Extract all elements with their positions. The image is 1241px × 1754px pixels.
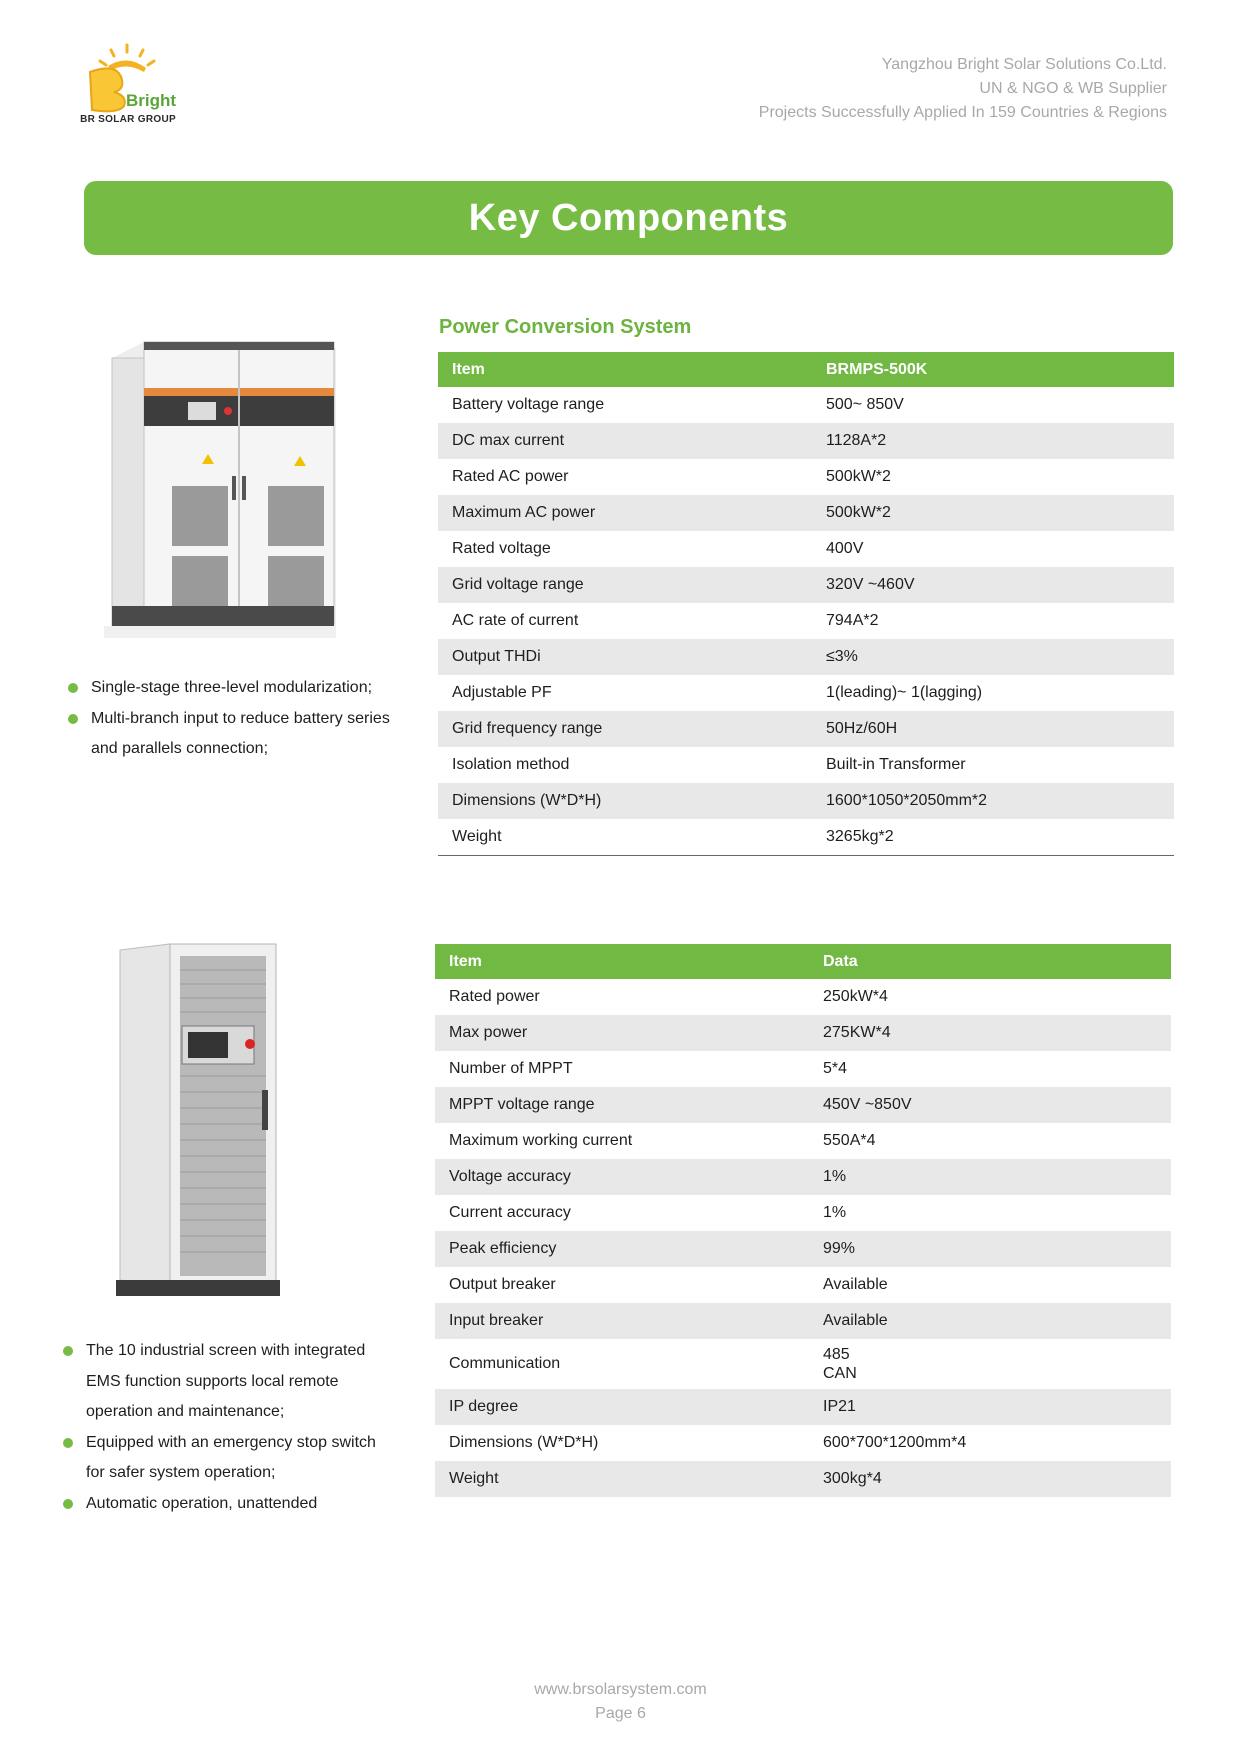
table-cell-value: 1(leading)~ 1(lagging): [812, 675, 1174, 711]
table-header-row: [435, 944, 1171, 979]
table-cell-value: 500kW*2: [812, 495, 1174, 531]
table-cell-value: 5*4: [809, 1051, 1171, 1087]
key-components-banner: [84, 181, 1173, 255]
table-cell-label: Peak efficiency: [435, 1231, 809, 1267]
column-header: Item: [435, 944, 809, 979]
company-logo: [78, 42, 178, 132]
table-cell-value: 99%: [809, 1231, 1171, 1267]
logo-group-name: BR SOLAR GROUP: [80, 114, 176, 125]
table-cell-label: Current accuracy: [435, 1195, 809, 1231]
table-cell-value: 320V ~460V: [812, 567, 1174, 603]
pcs-spec-table: [438, 352, 1174, 856]
table-cell-value: 1%: [809, 1195, 1171, 1231]
list-item: The 10 industrial screen with integrated EMS function supports local remote operation and maintenance;: [61, 1336, 391, 1428]
table-row: [438, 639, 1174, 675]
table-cell-value: 550A*4: [809, 1123, 1171, 1159]
list-item: Automatic operation, unattended: [61, 1489, 391, 1520]
table-row: [435, 1461, 1171, 1497]
table-cell-label: Maximum AC power: [438, 495, 812, 531]
table-cell-label: Weight: [438, 819, 812, 856]
banner-title: Key Components: [468, 196, 789, 239]
table-cell-label: Input breaker: [435, 1303, 809, 1339]
table-cell-value: [809, 1339, 1171, 1389]
table-row: [438, 495, 1174, 531]
table-cell-value: 1128A*2: [812, 423, 1174, 459]
table-row: [435, 1051, 1171, 1087]
table-row: [438, 531, 1174, 567]
table-row: [438, 819, 1174, 856]
list-item: Multi-branch input to reduce battery series and parallels connection;: [66, 704, 396, 765]
table-row: [438, 747, 1174, 783]
table-cell-value: 1%: [809, 1159, 1171, 1195]
table-header-row: [438, 352, 1174, 387]
table-row: [438, 567, 1174, 603]
table-cell-value: 250kW*4: [809, 979, 1171, 1015]
table-row: [435, 1159, 1171, 1195]
table-cell-label: Output breaker: [435, 1267, 809, 1303]
column-header: Data: [809, 944, 1171, 979]
table-row: [438, 675, 1174, 711]
table-cell-value: 50Hz/60H: [812, 711, 1174, 747]
table-cell-label: Adjustable PF: [438, 675, 812, 711]
table-row: [435, 1267, 1171, 1303]
table-row: [438, 387, 1174, 423]
table-cell-label: Isolation method: [438, 747, 812, 783]
pcs-cabinet-image: [104, 336, 336, 640]
table-cell-label: IP degree: [435, 1389, 809, 1425]
table-cell-value: 600*700*1200mm*4: [809, 1425, 1171, 1461]
table-row: [438, 603, 1174, 639]
table-row: [435, 1231, 1171, 1267]
table-cell-label: Dimensions (W*D*H): [435, 1425, 809, 1461]
list-item: Equipped with an emergency stop switch for safer system operation;: [61, 1428, 391, 1489]
table-row: [435, 1195, 1171, 1231]
company-name: Yangzhou Bright Solar Solutions Co.Ltd.: [881, 56, 1167, 73]
pcs-feature-list: [66, 673, 396, 765]
table-cell-label: Grid voltage range: [438, 567, 812, 603]
logo-word: Bright: [126, 91, 177, 110]
company-info: [759, 53, 1167, 125]
table-cell-value: 400V: [812, 531, 1174, 567]
table-cell-label: Dimensions (W*D*H): [438, 783, 812, 819]
table-cell-value: 794A*2: [812, 603, 1174, 639]
column-header: BRMPS-500K: [812, 352, 1174, 387]
table-cell-value: ≤3%: [812, 639, 1174, 675]
communication-protocol: 485: [823, 1346, 850, 1363]
table-row: [438, 423, 1174, 459]
table-cell-label: Output THDi: [438, 639, 812, 675]
table-cell-value: Available: [809, 1303, 1171, 1339]
table-cell-label: Max power: [435, 1015, 809, 1051]
company-projects: Projects Successfully Applied In 159 Countries & Regions: [758, 104, 1167, 121]
communication-protocol: CAN: [823, 1365, 857, 1382]
table-cell-value: 275KW*4: [809, 1015, 1171, 1051]
table-cell-value: IP21: [809, 1389, 1171, 1425]
company-supplier: UN & NGO & WB Supplier: [979, 80, 1167, 97]
table-row: [435, 1087, 1171, 1123]
table-row: [435, 1015, 1171, 1051]
table-cell-value: 450V ~850V: [809, 1087, 1171, 1123]
table-row: [435, 1389, 1171, 1425]
table-cell-value: 500~ 850V: [812, 387, 1174, 423]
table-cell-value: 500kW*2: [812, 459, 1174, 495]
inverter-feature-list: [61, 1336, 391, 1519]
table-cell-label: Number of MPPT: [435, 1051, 809, 1087]
table-cell-label: Voltage accuracy: [435, 1159, 809, 1195]
table-cell-value: 1600*1050*2050mm*2: [812, 783, 1174, 819]
page-footer: [0, 1678, 1241, 1726]
table-cell-label: Grid frequency range: [438, 711, 812, 747]
table-row: [438, 711, 1174, 747]
table-cell-value: 3265kg*2: [812, 819, 1174, 856]
table-cell-label: Maximum working current: [435, 1123, 809, 1159]
table-row: [438, 459, 1174, 495]
table-row: [435, 1303, 1171, 1339]
inverter-cabinet-image: [116, 940, 280, 1300]
table-cell-label: Communication: [435, 1339, 809, 1389]
inverter-spec-table: [435, 944, 1171, 1497]
table-row: [435, 1425, 1171, 1461]
list-item: Single-stage three-level modularization;: [66, 673, 396, 704]
table-row: [435, 979, 1171, 1015]
table-cell-label: Weight: [435, 1461, 809, 1497]
table-row: [435, 1123, 1171, 1159]
column-header: Item: [438, 352, 812, 387]
pcs-section-title: Power Conversion System: [439, 316, 692, 338]
table-cell-value: Built-in Transformer: [812, 747, 1174, 783]
table-cell-value: Available: [809, 1267, 1171, 1303]
page-number: Page 6: [595, 1705, 646, 1722]
table-cell-label: AC rate of current: [438, 603, 812, 639]
footer-website: www.brsolarsystem.com: [534, 1681, 707, 1698]
table-cell-label: MPPT voltage range: [435, 1087, 809, 1123]
table-cell-label: Rated AC power: [438, 459, 812, 495]
table-row: [438, 783, 1174, 819]
table-cell-label: Rated power: [435, 979, 809, 1015]
table-cell-label: Rated voltage: [438, 531, 812, 567]
table-cell-label: Battery voltage range: [438, 387, 812, 423]
table-cell-value: 300kg*4: [809, 1461, 1171, 1497]
table-row: [435, 1339, 1171, 1389]
table-cell-label: DC max current: [438, 423, 812, 459]
